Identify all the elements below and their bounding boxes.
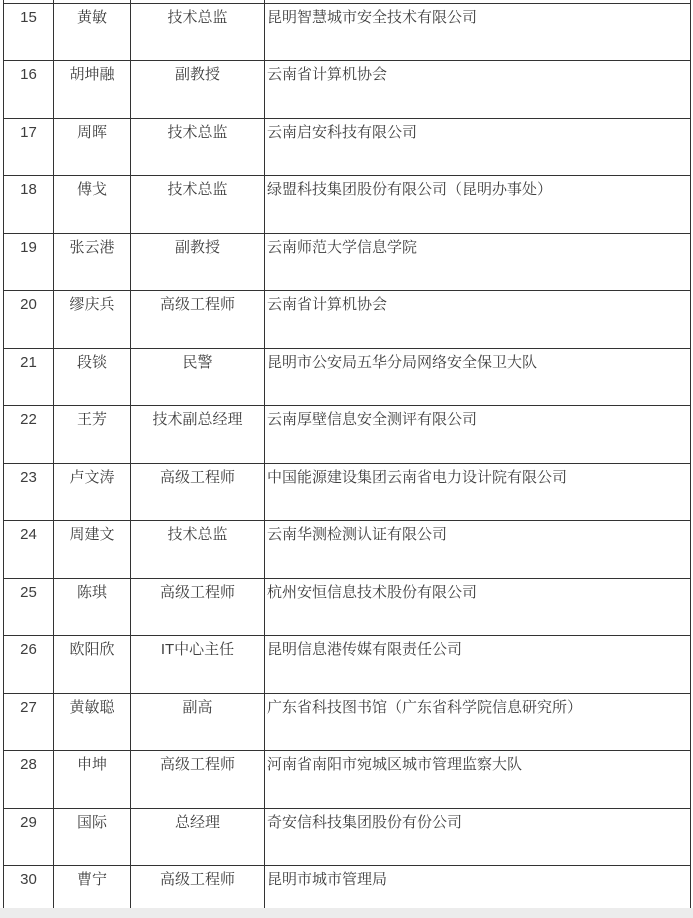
- cell-name: 国际: [54, 808, 131, 866]
- cell-name: 黄敏聪: [54, 693, 131, 751]
- cell-name: 陈琪: [54, 578, 131, 636]
- table-row: [4, 693, 691, 751]
- cell-org: 昆明智慧城市安全技术有限公司: [265, 3, 691, 61]
- cell-name: 王芳: [54, 406, 131, 464]
- table-row: [4, 463, 691, 521]
- cell-num: 21: [4, 348, 54, 406]
- table-row: [4, 578, 691, 636]
- table-row: [4, 348, 691, 406]
- bottom-page-strip: [0, 908, 693, 918]
- cell-num: 23: [4, 463, 54, 521]
- cell-num: 18: [4, 176, 54, 234]
- cell-org: 云南华测检测认证有限公司: [265, 521, 691, 579]
- table-row: [4, 291, 691, 349]
- cell-title: 技术总监: [131, 176, 265, 234]
- cell-num: 29: [4, 808, 54, 866]
- cell-title: 高级工程师: [131, 463, 265, 521]
- cell-org: 绿盟科技集团股份有限公司（昆明办事处）: [265, 176, 691, 234]
- table-row: [4, 3, 691, 61]
- table-row: [4, 233, 691, 291]
- table-row: [4, 61, 691, 119]
- cell-org: 广东省科技图书馆（广东省科学院信息研究所）: [265, 693, 691, 751]
- cell-name: 段锬: [54, 348, 131, 406]
- attendee-table-body: [4, 0, 691, 918]
- cell-org: 昆明市公安局五华分局网络安全保卫大队: [265, 348, 691, 406]
- table-row: [4, 808, 691, 866]
- cell-name: 缪庆兵: [54, 291, 131, 349]
- cell-org: 云南省计算机协会: [265, 61, 691, 119]
- cell-num: 26: [4, 636, 54, 694]
- cell-title: 高级工程师: [131, 866, 265, 918]
- cell-title: 民警: [131, 348, 265, 406]
- cell-num: 30: [4, 866, 54, 918]
- cell-org: 云南师范大学信息学院: [265, 233, 691, 291]
- cell-num: 17: [4, 118, 54, 176]
- cell-num: 27: [4, 693, 54, 751]
- cell-name: 傅戈: [54, 176, 131, 234]
- cell-num: 28: [4, 751, 54, 809]
- cell-name: 周建文: [54, 521, 131, 579]
- table-row: [4, 636, 691, 694]
- cell-num: 25: [4, 578, 54, 636]
- attendee-roster-table: [3, 0, 691, 918]
- cell-num: 20: [4, 291, 54, 349]
- table-row: [4, 521, 691, 579]
- cell-org: 河南省南阳市宛城区城市管理监察大队: [265, 751, 691, 809]
- cell-org: 云南省计算机协会: [265, 291, 691, 349]
- cell-org: 昆明信息港传媒有限责任公司: [265, 636, 691, 694]
- cell-title: 副教授: [131, 233, 265, 291]
- cell-num: 15: [4, 3, 54, 61]
- cell-org: 奇安信科技集团股份有份公司: [265, 808, 691, 866]
- cell-title: 副高: [131, 693, 265, 751]
- cell-title: 技术总监: [131, 118, 265, 176]
- cell-name: 张云港: [54, 233, 131, 291]
- cell-name: 欧阳欣: [54, 636, 131, 694]
- cell-title: 高级工程师: [131, 751, 265, 809]
- cell-name: 周晖: [54, 118, 131, 176]
- cell-title: 高级工程师: [131, 578, 265, 636]
- cell-name: 胡坤融: [54, 61, 131, 119]
- cell-name: 黄敏: [54, 3, 131, 61]
- cell-org: 昆明市城市管理局: [265, 866, 691, 918]
- cell-title: 副教授: [131, 61, 265, 119]
- cell-title: 高级工程师: [131, 291, 265, 349]
- cell-title: 技术总监: [131, 3, 265, 61]
- cell-num: 24: [4, 521, 54, 579]
- cell-org: 云南启安科技有限公司: [265, 118, 691, 176]
- cell-title: 技术副总经理: [131, 406, 265, 464]
- cell-title: 技术总监: [131, 521, 265, 579]
- cell-name: 申坤: [54, 751, 131, 809]
- cell-name: 卢文涛: [54, 463, 131, 521]
- cell-org: 中国能源建设集团云南省电力设计院有限公司: [265, 463, 691, 521]
- cell-num: 19: [4, 233, 54, 291]
- table-row: [4, 176, 691, 234]
- table-row: [4, 406, 691, 464]
- table-row: [4, 751, 691, 809]
- cell-title: 总经理: [131, 808, 265, 866]
- cell-org: 云南厚壁信息安全测评有限公司: [265, 406, 691, 464]
- cell-org: 杭州安恒信息技术股份有限公司: [265, 578, 691, 636]
- table-row: [4, 118, 691, 176]
- cell-title: IT中心主任: [131, 636, 265, 694]
- cell-name: 曹宁: [54, 866, 131, 918]
- cell-num: 22: [4, 406, 54, 464]
- cell-num: 16: [4, 61, 54, 119]
